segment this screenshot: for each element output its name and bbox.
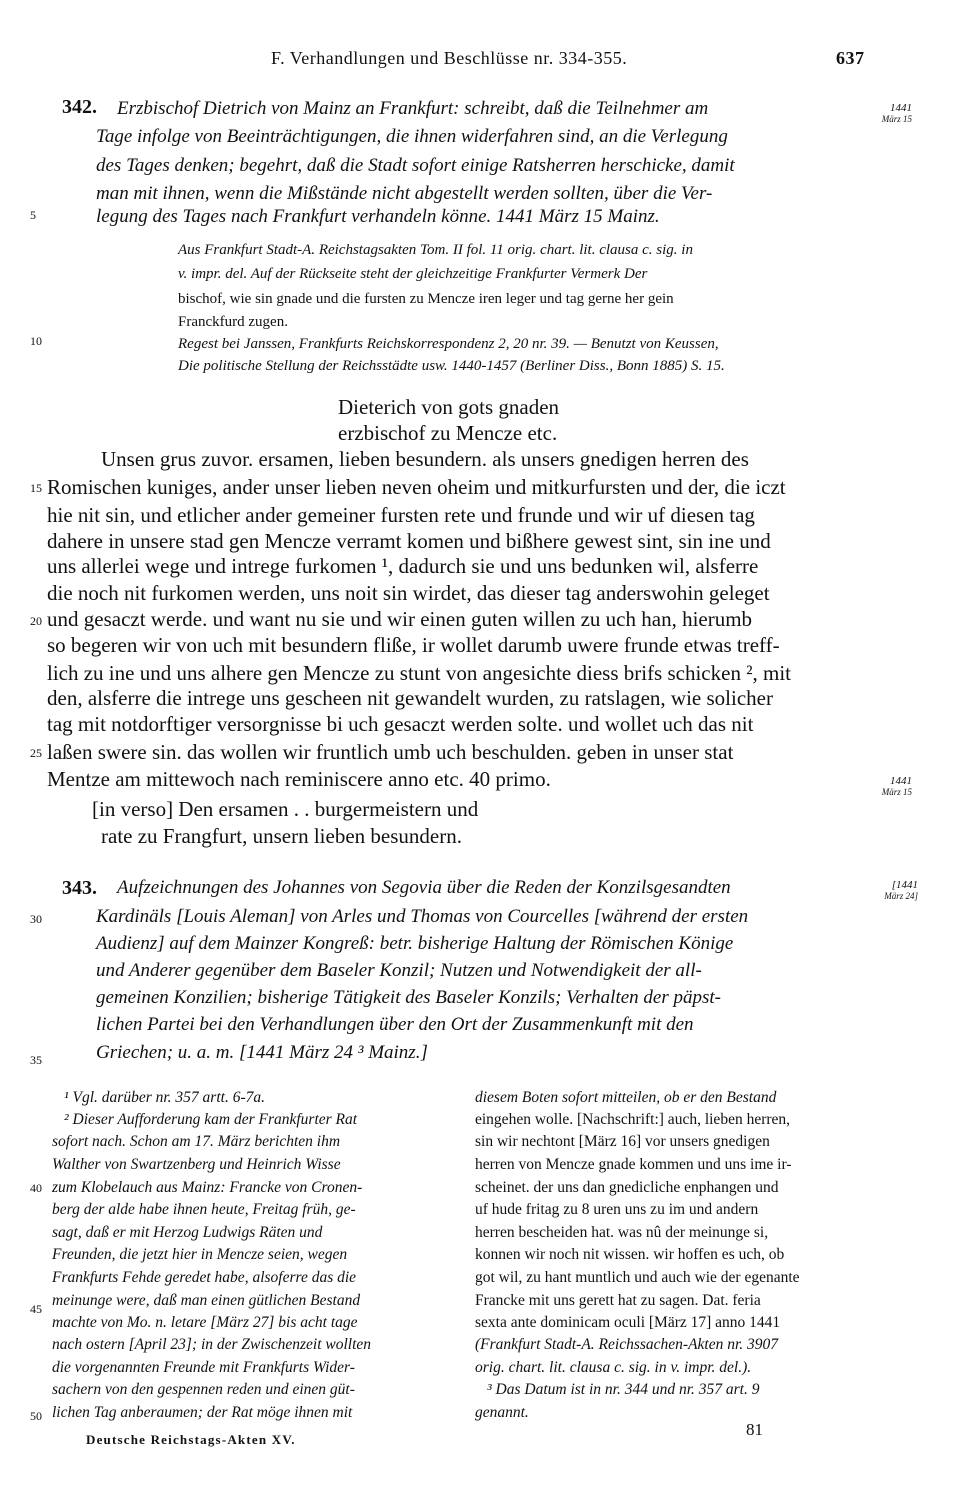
- doc-summary-line: Kardinäls [Louis Aleman] von Arles und Thomas von Courcelles [während der ersten: [96, 906, 749, 927]
- doc-summary-line: man mit ihnen, wenn die Mißstände nicht abgestellt werden sollten, über die Ver-: [96, 183, 713, 204]
- doc-summary-line: Griechen; u. a. m. [1441 März 24 ³ Mainz.]: [96, 1042, 428, 1063]
- line-number: 35: [30, 1053, 42, 1067]
- footnote-line: scheinet. der uns dan gnedicliche enphangen und: [475, 1179, 779, 1196]
- footnote-line: ¹ Vgl. darüber nr. 357 artt. 6-7a.: [64, 1089, 265, 1106]
- footnote-line: orig. chart. lit. clausa c. sig. in v. impr. del.).: [475, 1359, 752, 1376]
- line-number: 45: [30, 1302, 42, 1316]
- line-number: 15: [30, 481, 42, 495]
- footnote-line: meinunge were, daß man einen gütlichen Bestand: [52, 1292, 361, 1309]
- doc-number: 343.: [62, 877, 97, 899]
- margin-date: [1441 März 24]: [884, 879, 918, 901]
- source-line: bischof, wie sin gnade und die fursten zu Mencze iren leger und tag gerne her gein: [178, 291, 674, 307]
- footnote-line: genannt.: [475, 1404, 529, 1421]
- letter-line: lich zu ine und uns alhere gen Mencze zu stunt von angesichte diess brifs schicken ², mit: [47, 661, 792, 685]
- footnote-line: uf hude fritag zu 8 uren uns zu im und andern: [475, 1201, 759, 1218]
- footnote-line: Freunden, die jetzt hier in Mencze seien, wegen: [52, 1246, 348, 1263]
- source-line: Aus Frankfurt Stadt-A. Reichstagsakten Tom. II fol. 11 orig. chart. lit. clausa c. sig. in: [178, 242, 693, 258]
- doc-summary-line: Tage infolge von Beeinträchtigungen, die ihnen widerfahren sind, an die Verlegung: [96, 126, 728, 147]
- footnote-line: sachern von den gespennen reden und einen güt-: [52, 1381, 355, 1398]
- line-number: 20: [30, 614, 42, 628]
- doc-summary-line: des Tages denken; begehrt, daß die Stadt sofort einige Ratsherren herschicke, damit: [96, 155, 735, 176]
- letter-line: Romischen kuniges, ander unser lieben neven oheim und mitkurfursten und der, die iczt: [47, 475, 786, 499]
- letter-line: Unsen grus zuvor. ersamen, lieben besundern. als unsers gnedigen herren des: [101, 447, 749, 471]
- footnote-line: herren von Mencze gnade kommen und uns ime ir-: [475, 1156, 792, 1173]
- footnote-line: lichen Tag anberaumen; der Rat möge ihnen mit: [52, 1404, 353, 1421]
- footnote-line: Francke mit uns gerett hat zu sagen. Dat. feria: [475, 1292, 761, 1309]
- source-line: v. impr. del. Auf der Rückseite steht der gleichzeitige Frankfurter Vermerk Der: [178, 266, 648, 282]
- page-number: 637: [836, 48, 865, 68]
- address-line: [in verso] Den ersamen . . burgermeistern und: [92, 797, 479, 821]
- doc-number: 342.: [62, 96, 97, 118]
- line-number: 40: [30, 1181, 42, 1195]
- letter-line: tag mit notdorftiger versorgnisse bi uch gesaczt werden solte. und wollet uch das nit: [47, 712, 754, 736]
- address-line: rate zu Frangfurt, unsern lieben besundern.: [101, 824, 462, 848]
- footnote-line: sin wir nechtont [März 16] vor unsers gnedigen: [475, 1133, 770, 1150]
- footnote-line: nach ostern [April 23]; in der Zwischenzeit wollten: [52, 1336, 372, 1353]
- letter-line: uns allerlei wege und intrege furkomen ¹, dadurch sie und uns bedunken wil, alsferre: [47, 554, 759, 578]
- footnote-line: (Frankfurt Stadt-A. Reichssachen-Akten nr. 3907: [475, 1336, 779, 1353]
- salutation-line: erzbischof zu Mencze etc.: [338, 421, 558, 445]
- footnote-line: sexta ante dominicam oculi [März 17] anno 1441: [475, 1314, 781, 1331]
- footnote-line: diesem Boten sofort mitteilen, ob er den Bestand: [475, 1089, 777, 1106]
- doc-summary-line: und Anderer gegenüber dem Baseler Konzil; Nutzen und Notwendigkeit der all-: [96, 960, 702, 981]
- doc-summary-line: Audienz] auf dem Mainzer Kongreß: betr. bisherige Haltung der Römischen Könige: [96, 933, 734, 954]
- letter-line: den, alsferre die intrege uns gescheen nit gewandelt wurden, zu ratslagen, wie solicher: [47, 686, 773, 710]
- footnote-line: eingehen wolle. [Nachschrift:] auch, lieben herren,: [475, 1111, 791, 1128]
- salutation-line: Dieterich von gots gnaden: [338, 395, 560, 419]
- footnote-line: ² Dieser Aufforderung kam der Frankfurter Rat: [64, 1111, 358, 1128]
- footnote-line: konnen wir noch nit wissen. wir hoffen es uch, ob: [475, 1246, 785, 1263]
- line-number: 10: [30, 334, 42, 348]
- footnote-line: zum Klobelauch aus Mainz: Francke von Cronen-: [52, 1179, 363, 1196]
- margin-date: 1441 März 15: [881, 102, 912, 124]
- source-line: Regest bei Janssen, Frankfurts Reichskorrespondenz 2, 20 nr. 39. — Benutzt von Keussen,: [178, 336, 719, 352]
- letter-line: die noch nit furkomen werden, uns noit sin wirdet, das dieser tag anderswohin geleget: [47, 581, 770, 605]
- line-number: 50: [30, 1409, 42, 1423]
- source-line: Die politische Stellung der Reichsstädte usw. 1440-1457 (Berliner Diss., Bonn 1885) S. 15.: [178, 358, 725, 374]
- footnote-line: sofort nach. Schon am 17. März berichten ihm: [52, 1133, 341, 1150]
- letter-line: hie nit sin, und etlicher ander gemeiner fursten rete und frunde und wir uf diesen tag: [47, 503, 755, 527]
- footnote-line: machte von Mo. n. letare [März 27] bis acht tage: [52, 1314, 358, 1331]
- line-number: 25: [30, 746, 42, 760]
- letter-line: laßen swere sin. das wollen wir fruntlich umb uch beschulden. geben in unser stat: [47, 740, 734, 764]
- letter-line: dahere in unsere stad gen Mencze verramt komen und bißhere gewest sint, sin ine und: [47, 529, 771, 553]
- doc-summary-line: Erzbischof Dietrich von Mainz an Frankfurt: schreibt, daß die Teilnehmer am: [117, 98, 709, 119]
- doc-summary-line: Aufzeichnungen des Johannes von Segovia über die Reden der Konzilsgesandten: [117, 877, 731, 898]
- footnote-line: Walther von Swartzenberg und Heinrich Wisse: [52, 1156, 341, 1173]
- letter-line: und gesaczt werde. und want nu sie und wir einen guten willen zu uch han, hierumb: [47, 607, 753, 631]
- footnote-line: die vorgenannten Freunde mit Frankfurts Wider-: [52, 1359, 355, 1376]
- letter-line: Mentze am mittewoch nach reminiscere anno etc. 40 primo.: [47, 767, 551, 791]
- line-number: 5: [30, 208, 36, 222]
- footnote-line: Frankfurts Fehde geredet habe, alsoferre das die: [52, 1269, 357, 1286]
- running-title: F. Verhandlungen und Beschlüsse nr. 334-355.: [271, 48, 628, 68]
- letter-margin-date: 1441 März 15: [881, 775, 912, 797]
- footnote-line: ³ Das Datum ist in nr. 344 und nr. 357 art. 9: [487, 1381, 760, 1398]
- doc-summary-line: gemeinen Konzilien; bisherige Tätigkeit des Baseler Konzils; Verhalten der päpst-: [96, 987, 721, 1008]
- series-title: Deutsche Reichstags-Akten XV.: [86, 1432, 296, 1447]
- footnote-line: got wil, zu hant muntlich und auch wie der egenante: [475, 1269, 800, 1286]
- footnote-line: sagt, daß er mit Herzog Ludwigs Räten und: [52, 1224, 323, 1241]
- doc-summary-line: lichen Partei bei den Verhandlungen über den Ort der Zusammenkunft mit den: [96, 1014, 694, 1035]
- footnote-line: herren bescheiden hat. was nû der meinunge si,: [475, 1224, 769, 1241]
- source-line: Franckfurd zugen.: [178, 314, 288, 330]
- doc-summary-line: legung des Tages nach Frankfurt verhandeln könne. 1441 März 15 Mainz.: [96, 206, 660, 227]
- signature-number: 81: [746, 1420, 763, 1439]
- letter-line: so begeren wir von uch mit besundern fliße, ir wollet darumb uwere frunde etwas treff-: [47, 633, 780, 657]
- line-number: 30: [30, 912, 42, 926]
- footnote-line: berg der alde habe ihnen heute, Freitag früh, ge-: [52, 1201, 356, 1218]
